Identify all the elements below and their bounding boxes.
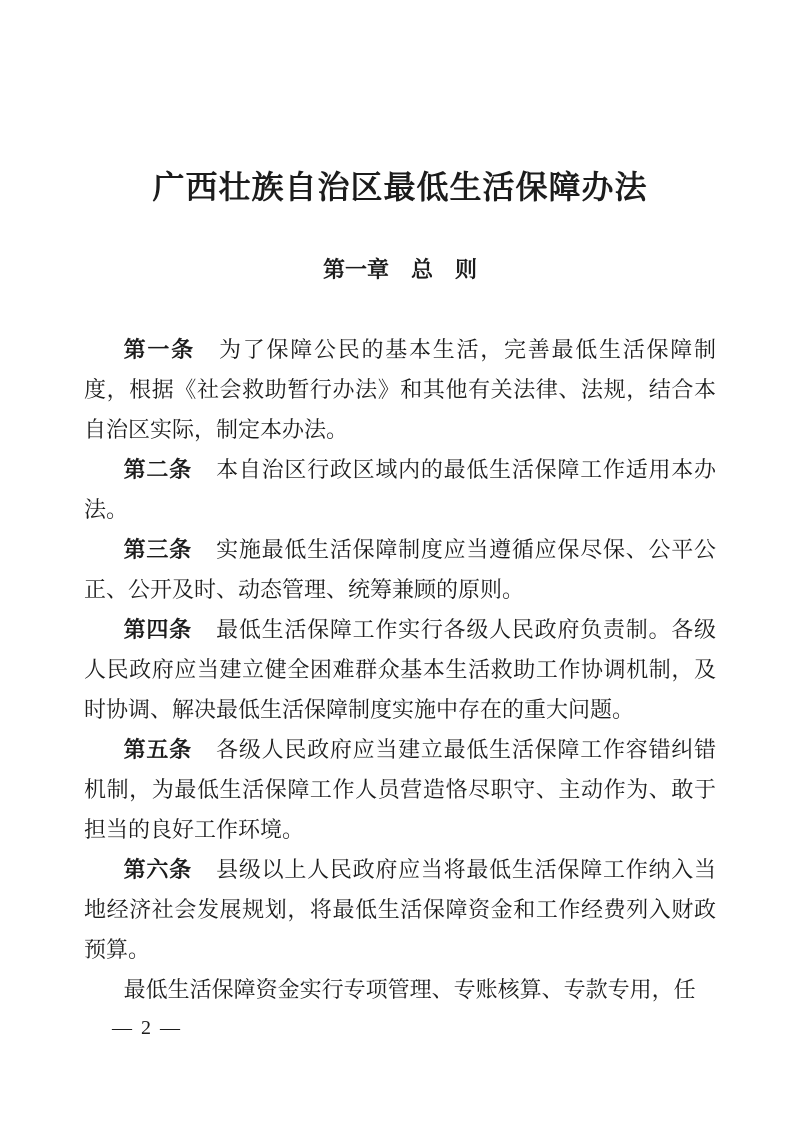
article-text: 实施最低生活保障制度应当遵循应保尽保、公平公正、公开及时、动态管理、统筹兼顾的原则。 [84,537,716,602]
article-label: 第三条 [123,537,192,562]
article-label: 第一条 [123,337,195,362]
article-label: 第五条 [123,737,192,762]
article-text: 为了保障公民的基本生活，完善最低生活保障制度，根据《社会救助暂行办法》和其他有关法律、法规，结合本自治区实际，制定本办法。 [84,337,716,442]
article-label: 第二条 [123,457,192,482]
article-paragraph [84,730,716,850]
chapter-heading: 第一章 总 则 [322,257,477,282]
page-number: — 2 — [112,1017,182,1039]
article-paragraph [84,850,716,970]
article-text: 最低生活保障资金实行专项管理、专账核算、专款专用，任 [123,977,696,1002]
document-body [84,330,716,1010]
article-paragraph [84,330,716,450]
article-text: 县级以上人民政府应当将最低生活保障工作纳入当地经济社会发展规划，将最低生活保障资金和工作经费列入财政预算。 [84,857,716,962]
document-title: 广西壮族自治区最低生活保障办法 [152,169,648,205]
article-paragraph [84,610,716,730]
article-label: 第四条 [123,617,192,642]
article-paragraph [84,970,716,1010]
article-paragraph [84,530,716,610]
article-text: 最低生活保障工作实行各级人民政府负责制。各级人民政府应当建立健全困难群众基本生活救助工作协调机制，及时协调、解决最低生活保障制度实施中存在的重大问题。 [84,617,716,722]
article-label: 第六条 [123,857,192,882]
article-text: 本自治区行政区域内的最低生活保障工作适用本办法。 [84,457,716,522]
article-text: 各级人民政府应当建立最低生活保障工作容错纠错机制，为最低生活保障工作人员营造恪尽职守、主动作为、敢于担当的良好工作环境。 [84,737,716,842]
article-paragraph [84,450,716,530]
